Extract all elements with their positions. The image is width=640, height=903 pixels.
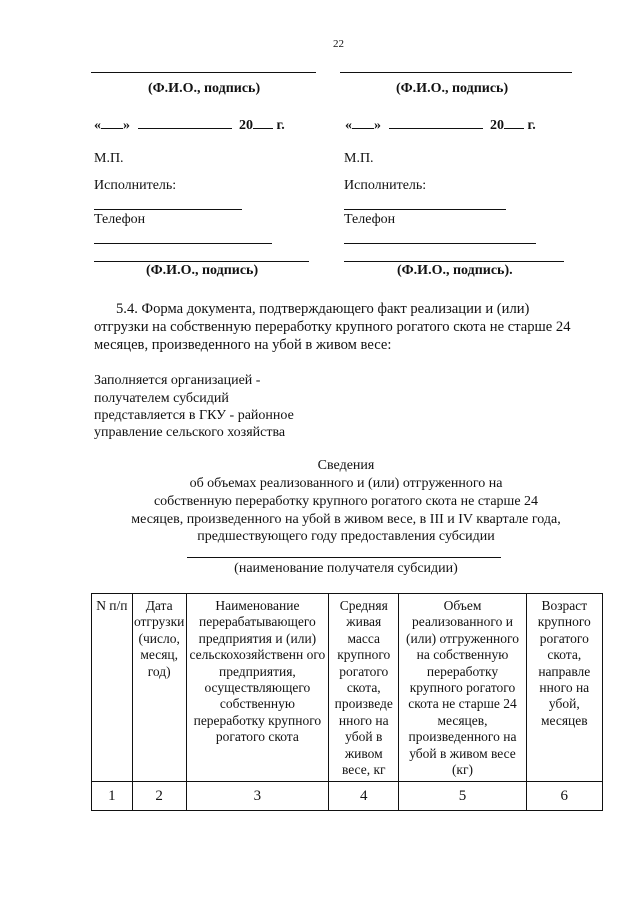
seal-left: М.П. bbox=[94, 151, 124, 166]
col-number-6: 6 bbox=[526, 782, 602, 811]
col-number-2: 2 bbox=[132, 782, 186, 811]
fill-note-line-1: Заполняется организацией - bbox=[94, 373, 261, 388]
executor-right: Исполнитель: bbox=[344, 178, 427, 193]
fill-note-line-3: представляется в ГКУ - районное bbox=[94, 408, 294, 423]
phone-left: Телефон bbox=[94, 212, 146, 227]
fio-caption-bottom-right: (Ф.И.О., подпись). bbox=[397, 263, 513, 278]
section-line-2: отгрузки на собственную переработку крупного рогатого скота не старше 24 bbox=[94, 319, 571, 335]
col-number-1: 1 bbox=[92, 782, 133, 811]
fill-note-line-4: управление сельского хозяйства bbox=[94, 425, 286, 440]
heading-line-2: собственную переработку крупного рогатого скота не старше 24 bbox=[153, 494, 539, 509]
col-number-4: 4 bbox=[329, 782, 399, 811]
col-header-number: N п/п bbox=[92, 594, 133, 782]
fio-caption-left: (Ф.И.О., подпись) bbox=[148, 81, 261, 96]
phone-line-left bbox=[94, 243, 272, 244]
col-number-5: 5 bbox=[399, 782, 526, 811]
table-header-row bbox=[92, 594, 603, 782]
phone-right: Телефон bbox=[344, 212, 396, 227]
fio-caption-right: (Ф.И.О., подпись) bbox=[396, 81, 509, 96]
recipient-caption: (наименование получателя субсидии) bbox=[234, 561, 458, 576]
col-number-3: 3 bbox=[186, 782, 329, 811]
col-header-date: Дата отгрузки (число, месяц, год) bbox=[132, 594, 186, 782]
date-left: « » 20 г. bbox=[94, 118, 285, 133]
signature-line-right bbox=[340, 72, 572, 73]
executor-line-right bbox=[344, 209, 506, 210]
heading-line-1: об объемах реализованного и (или) отгруженного на bbox=[189, 476, 503, 491]
fill-note-line-2: получателем субсидий bbox=[94, 391, 229, 406]
col-header-weight: Средняя живая масса крупного рогатого скота, произведе нного на убой в живом весе, кг bbox=[329, 594, 399, 782]
table-number-row bbox=[92, 782, 603, 811]
section-line-1: 5.4. Форма документа, подтверждающего факт реализации и (или) bbox=[116, 301, 530, 317]
page-number: 22 bbox=[333, 38, 344, 50]
fio-caption-bottom-left: (Ф.И.О., подпись) bbox=[146, 263, 259, 278]
heading-title: Сведения bbox=[317, 458, 375, 473]
executor-line-left bbox=[94, 209, 242, 210]
col-header-age: Возраст крупного рогатого скота, направле нного на убой, месяцев bbox=[526, 594, 602, 782]
heading-line-4: предшествующего году предоставления субсидии bbox=[197, 529, 495, 544]
signature-line-left bbox=[91, 72, 316, 73]
section-line-3: месяцев, произведенного на убой в живом весе: bbox=[94, 337, 392, 353]
date-right: « » 20 г. bbox=[345, 118, 536, 133]
phone-line-right bbox=[344, 243, 536, 244]
col-header-volume: Объем реализованного и (или) отгруженного на собственную переработку крупного рогатого скота не старше 24 месяцев, произведенного на убой в живом весе (кг) bbox=[399, 594, 526, 782]
executor-left: Исполнитель: bbox=[94, 178, 177, 193]
col-header-enterprise: Наименование перерабатывающего предприятия и (или) сельскохозяйственн ого предприятия, осуществляющего собственную переработку крупного рогатого скота bbox=[186, 594, 329, 782]
heading-line-3: месяцев, произведенного на убой в живом весе, в III и IV квартале года, bbox=[131, 512, 561, 527]
seal-right: М.П. bbox=[344, 151, 374, 166]
data-table bbox=[91, 593, 603, 811]
recipient-line bbox=[187, 557, 501, 558]
